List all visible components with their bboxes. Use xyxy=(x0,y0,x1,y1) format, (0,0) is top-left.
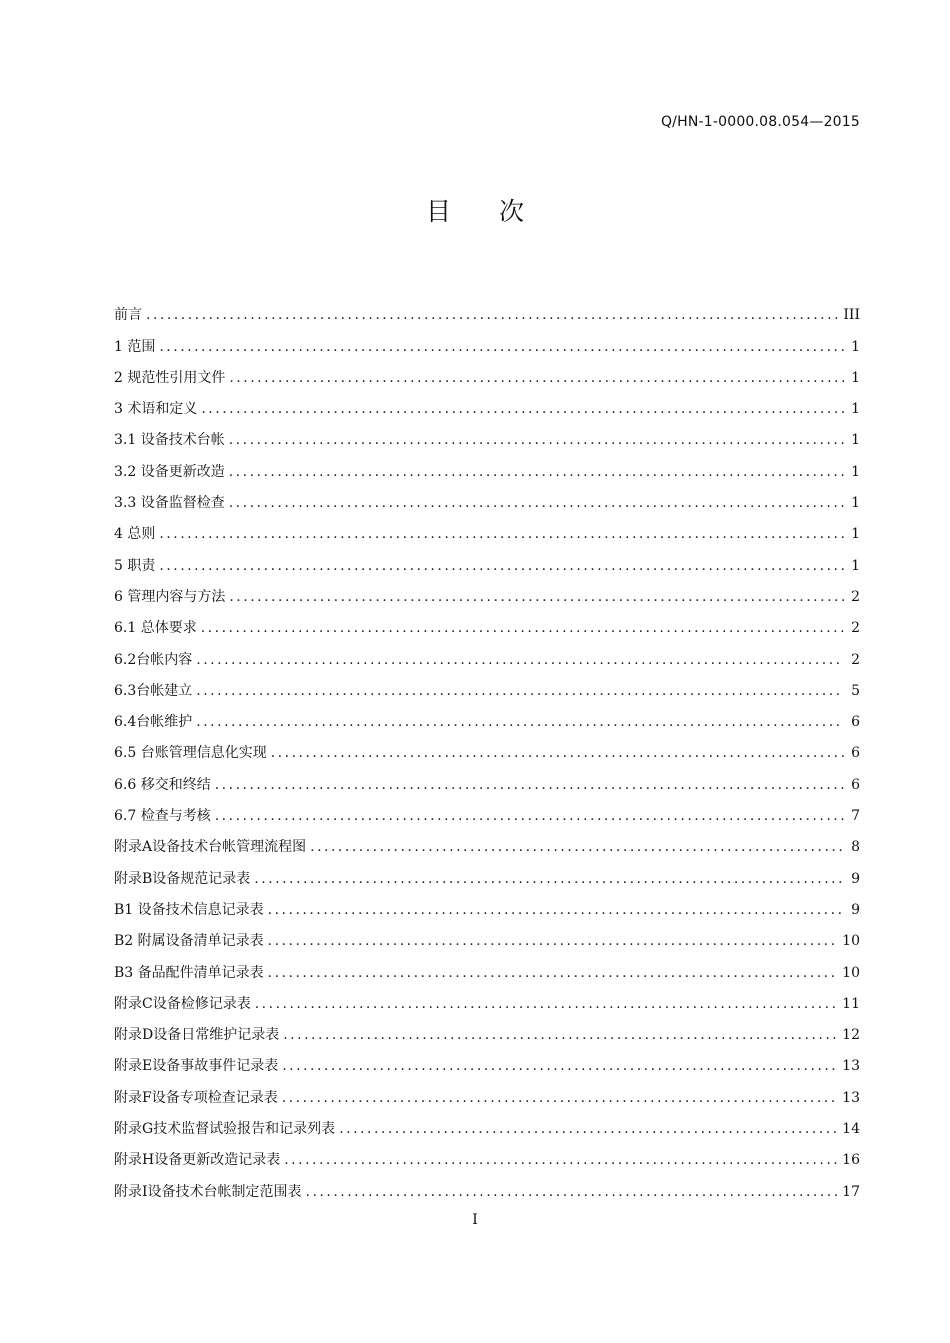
toc-entry-label[interactable]: 6.1 总体要求 xyxy=(114,620,197,637)
toc-entry[interactable] xyxy=(114,1170,860,1201)
toc-entry-page: 6 xyxy=(851,745,860,762)
toc-leader-dots xyxy=(268,900,844,920)
toc-entry[interactable] xyxy=(114,607,860,638)
toc-entry-page: 16 xyxy=(842,1152,860,1169)
toc-entry-page: 13 xyxy=(842,1089,860,1106)
toc-entry-label[interactable]: 6.7 检查与考核 xyxy=(114,808,211,825)
toc-entry-page: 1 xyxy=(851,369,860,386)
toc-entry[interactable] xyxy=(114,482,860,513)
toc-entry[interactable] xyxy=(114,1108,860,1139)
toc-leader-dots xyxy=(201,618,844,638)
toc-entry-label[interactable]: 2 规范性引用文件 xyxy=(114,369,226,386)
toc-entry[interactable] xyxy=(114,951,860,982)
toc-leader-dots xyxy=(283,1025,838,1045)
toc-leader-dots xyxy=(159,524,844,544)
page-title: 目 次 xyxy=(426,197,544,226)
toc-entry[interactable] xyxy=(114,920,860,951)
toc-leader-dots xyxy=(282,1088,838,1108)
toc-leader-dots xyxy=(229,430,844,450)
toc-entry-label[interactable]: 6.6 移交和终结 xyxy=(114,776,211,793)
toc-entry[interactable] xyxy=(114,1014,860,1045)
toc-leader-dots xyxy=(271,743,844,763)
toc-entry-label[interactable]: 3 术语和定义 xyxy=(114,401,198,418)
toc-entry-page: 17 xyxy=(842,1183,860,1200)
toc-entry[interactable] xyxy=(114,670,860,701)
document-code: Q/HN-1-0000.08.054—2015 xyxy=(660,114,860,130)
toc-leader-dots xyxy=(201,399,844,419)
toc-leader-dots xyxy=(229,462,844,482)
toc-entry[interactable] xyxy=(114,388,860,419)
toc-leader-dots xyxy=(196,681,844,701)
toc-entry[interactable] xyxy=(114,1045,860,1076)
toc-entry-page: 14 xyxy=(842,1121,860,1138)
toc-entry[interactable] xyxy=(114,857,860,888)
toc-entry-page: 6 xyxy=(851,776,860,793)
toc-entry-label[interactable]: 6.2台帐内容 xyxy=(114,651,193,668)
toc-entry[interactable] xyxy=(114,513,860,544)
toc-entry[interactable] xyxy=(114,701,860,732)
toc-entry-page: 2 xyxy=(851,588,860,605)
toc-entry-page: 1 xyxy=(851,401,860,418)
toc-entry-label[interactable]: B3 备品配件清单记录表 xyxy=(114,964,264,981)
toc-entry-label[interactable]: 附录A设备技术台帐管理流程图 xyxy=(114,839,307,856)
toc-leader-dots xyxy=(310,837,844,857)
toc-leader-dots xyxy=(229,493,844,513)
toc-entry-page: 9 xyxy=(851,901,860,918)
toc-leader-dots xyxy=(159,337,844,357)
toc-leader-dots xyxy=(215,775,844,795)
toc-entry-label[interactable]: 附录H设备更新改造记录表 xyxy=(114,1152,281,1169)
toc-entry-page: 1 xyxy=(851,526,860,543)
toc-entry-page: 11 xyxy=(842,995,860,1012)
toc-entry[interactable] xyxy=(114,1139,860,1170)
toc-entry-label[interactable]: 附录D设备日常维护记录表 xyxy=(114,1027,280,1044)
page-number: I xyxy=(472,1212,478,1228)
toc-entry[interactable] xyxy=(114,325,860,356)
toc-entry[interactable] xyxy=(114,576,860,607)
toc-entry[interactable] xyxy=(114,732,860,763)
toc-entry-label[interactable]: 附录G技术监督试验报告和记录列表 xyxy=(114,1121,336,1138)
toc-entry-label[interactable]: 1 范围 xyxy=(114,338,156,355)
toc-entry-label[interactable]: 附录I设备技术台帐制定范围表 xyxy=(114,1183,302,1200)
toc-entry-label[interactable]: 3.3 设备监督检查 xyxy=(114,495,225,512)
toc-leader-dots xyxy=(196,712,844,732)
toc-entry-page: 5 xyxy=(851,682,860,699)
toc-leader-dots xyxy=(229,368,844,388)
table-of-contents xyxy=(114,294,860,1202)
toc-entry-page: 1 xyxy=(851,557,860,574)
toc-entry[interactable] xyxy=(114,638,860,669)
toc-leader-dots xyxy=(159,556,844,576)
toc-entry-label[interactable]: 6.3台帐建立 xyxy=(114,682,193,699)
toc-entry-label[interactable]: 附录E设备事故事件记录表 xyxy=(114,1058,279,1075)
toc-entry-page: 1 xyxy=(851,463,860,480)
toc-leader-dots xyxy=(268,931,839,951)
toc-entry-page: 1 xyxy=(851,495,860,512)
toc-leader-dots xyxy=(282,1056,838,1076)
toc-entry-label[interactable]: B1 设备技术信息记录表 xyxy=(114,901,264,918)
toc-entry-page: 8 xyxy=(851,839,860,856)
toc-leader-dots xyxy=(284,1150,838,1170)
toc-entry[interactable] xyxy=(114,450,860,481)
toc-entry-page: 2 xyxy=(851,651,860,668)
toc-leader-dots xyxy=(306,1182,839,1202)
toc-leader-dots xyxy=(255,994,838,1014)
toc-entry-page: 13 xyxy=(842,1058,860,1075)
toc-entry[interactable] xyxy=(114,419,860,450)
toc-entry-label[interactable]: 前言 xyxy=(114,307,142,324)
toc-leader-dots xyxy=(215,806,844,826)
toc-entry-label[interactable]: 附录F设备专项检查记录表 xyxy=(114,1089,278,1106)
toc-entry-label[interactable]: 3.1 设备技术台帐 xyxy=(114,432,225,449)
toc-entry[interactable] xyxy=(114,795,860,826)
toc-entry[interactable] xyxy=(114,826,860,857)
toc-entry-page: 12 xyxy=(842,1027,860,1044)
toc-entry-label[interactable]: 附录B设备规范记录表 xyxy=(114,870,251,887)
toc-entry-label[interactable]: B2 附属设备清单记录表 xyxy=(114,933,264,950)
toc-entry-label[interactable]: 6.5 台账管理信息化实现 xyxy=(114,745,267,762)
toc-leader-dots xyxy=(229,587,844,607)
toc-entry-page: 2 xyxy=(851,620,860,637)
toc-entry-label[interactable]: 4 总则 xyxy=(114,526,156,543)
toc-entry-label[interactable]: 6 管理内容与方法 xyxy=(114,588,226,605)
toc-entry[interactable] xyxy=(114,889,860,920)
toc-leader-dots xyxy=(339,1119,838,1139)
toc-entry[interactable] xyxy=(114,294,860,325)
toc-entry[interactable] xyxy=(114,763,860,794)
toc-leader-dots xyxy=(146,305,839,325)
toc-entry-label[interactable]: 5 职责 xyxy=(114,557,156,574)
toc-leader-dots xyxy=(268,963,839,983)
toc-entry[interactable] xyxy=(114,1076,860,1107)
toc-entry[interactable] xyxy=(114,357,860,388)
toc-entry-page: 1 xyxy=(851,432,860,449)
toc-entry-page: 10 xyxy=(842,933,860,950)
toc-entry-label[interactable]: 6.4台帐维护 xyxy=(114,714,193,731)
toc-leader-dots xyxy=(196,650,844,670)
toc-entry-page: 6 xyxy=(851,714,860,731)
toc-entry[interactable] xyxy=(114,983,860,1014)
toc-entry-page: 7 xyxy=(851,808,860,825)
toc-leader-dots xyxy=(254,869,844,889)
toc-entry-page: 1 xyxy=(851,338,860,355)
toc-entry-page: 9 xyxy=(851,870,860,887)
toc-entry-label[interactable]: 附录C设备检修记录表 xyxy=(114,995,251,1012)
toc-entry-page: III xyxy=(843,307,860,324)
toc-entry[interactable] xyxy=(114,544,860,575)
toc-entry-page: 10 xyxy=(842,964,860,981)
toc-entry-label[interactable]: 3.2 设备更新改造 xyxy=(114,463,225,480)
